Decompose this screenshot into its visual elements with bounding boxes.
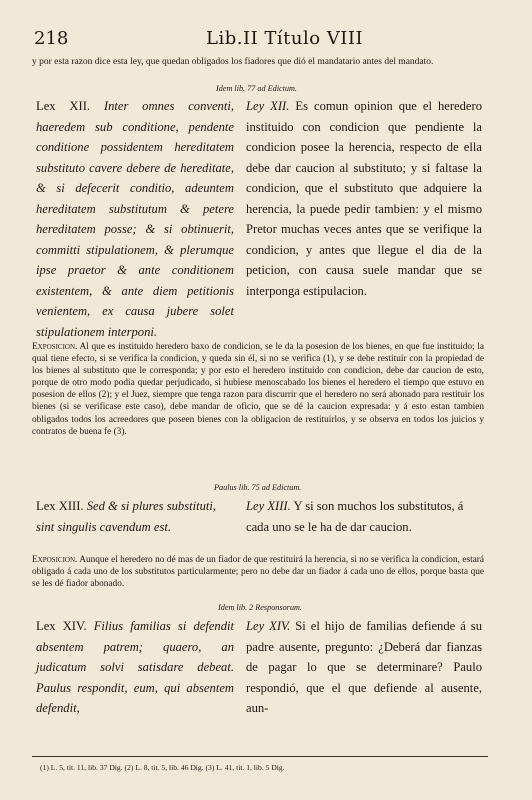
citation-paulus-75: Paulus lib. 75 ad Edictum. bbox=[214, 483, 302, 492]
law-14-spanish-label: Ley XIV. bbox=[246, 619, 291, 633]
exposition-1 bbox=[32, 341, 484, 438]
law-12-spanish-label: Ley XII. bbox=[246, 99, 290, 113]
exposition-1-label: Exposicion. bbox=[32, 342, 78, 352]
footnotes: (1) L. 5, tit. 11, lib. 37 Dig. (2) L. 8, tit. 5, lib. 46 Dig. (3) L. 41, tit. 1, lib. 5 Dig. bbox=[40, 763, 285, 772]
page-header bbox=[28, 28, 508, 54]
exposition-1-text: Al que es instituido heredero baxo de condicion, se le da la posesion de los bienes, en que fue instituido; la qual tiene efecto, si se verifica la condicion, y queda sin él, si no se verifica (1), y se debe restituir con la propiedad de los bienes al substituto que le corresponda; y por esto el heredero instituido con condicion, debe dar caucion de esto, porque de otro modo podia quedar perjudicado, si hubiese menoscabado los bienes el heredero el tiempo que estuvo en posesion de ellos (2); y el Juez, siempre que tenga razon para discurrir que el heredero no será abonado para restituir los bienes (si se verificase este caso), debe mandar de oficio, que se dé la caucion expresada: y á esto estan tambien obligados todos los acreedores que poseen bienes con la obligacion de restituirlos, y se observa en todos los juicios y contratos de buena fe (3). bbox=[32, 342, 484, 437]
law-13-latin-label: Lex XIII. bbox=[36, 499, 84, 513]
running-title: Lib.II Título VIII bbox=[206, 28, 364, 49]
exposition-2-text: Aunque el heredero no dé mas de un fiador de que restituirá la herencia, si no se verifica la condicion, estará obligado á cada uno de los substitutos particularmente; pero no debe dar un fiador á cada uno de ellos, porque basta que se les dé fiador abonado. bbox=[32, 555, 484, 590]
law-13-spanish-text: Y si son muchos los substitutos, á cada uno se le ha de dar caucion. bbox=[246, 499, 464, 534]
law-13-latin bbox=[36, 496, 234, 537]
law-12-spanish bbox=[246, 96, 482, 301]
law-12-latin-text: Inter omnes conventi, haeredem sub conditione, pendente conditione possidentem hereditatem substituto cavere debere de hereditate, & si defecerit conditio, adeuntem hereditatem substitutum & petere hereditatem posse; & si obtinuerit, committi stipulationem, & plerumque ipse praetor & ante conditionem existentem, & ante diem petitionis venientem, ex causa jubere solet stipulationem interponi. bbox=[36, 99, 234, 339]
law-12-latin bbox=[36, 96, 234, 342]
page-number: 218 bbox=[34, 28, 69, 49]
law-13-spanish-label: Ley XIII. bbox=[246, 499, 291, 513]
law-14-latin bbox=[36, 616, 234, 719]
law-14-spanish-text: Si el hijo de familias defiende á su padre ausente, pregunto: ¿Deberá dar fianzas de pagar lo que se determinare? Paulo respondió, que el que defiende al ausente, aun- bbox=[246, 619, 482, 715]
law-14-latin-text: Filius familias si defendit absentem patrem; quaero, an judicatum solvi satisdare debeat. Paulus respondit, eum, qui absentem defendit, bbox=[36, 619, 235, 715]
law-13-spanish bbox=[246, 496, 482, 537]
footnote-divider bbox=[32, 756, 488, 757]
law-12-spanish-text: Es comun opinion que el heredero instituido con condicion que pendiente la condicion posee la herencia, respecto de ella debe dar caucion al substituto; y si faltase la condicion, que el substituto que adquiere la herencia, la puede pedir tambien: y el mismo Pretor muchas veces antes que se verifique la condicion, y antes que llegue el dia de la peticion, con causa suele mandar que se interponga estipulacion. bbox=[246, 99, 483, 298]
exposition-2-label: Exposicion. bbox=[32, 555, 78, 565]
citation-idem-responsorum: Idem lib. 2 Responsorum. bbox=[218, 603, 302, 612]
law-14-spanish bbox=[246, 616, 482, 719]
intro-text: y por esta razon dice esta ley, que quedan obligados los fiadores que dió el mandatario antes del mandato. bbox=[32, 57, 434, 67]
exposition-2 bbox=[32, 554, 484, 590]
citation-paulus-77: Idem lib. 77 ad Edictum. bbox=[216, 84, 297, 93]
law-12-latin-label: Lex XII. bbox=[36, 99, 91, 113]
law-13-latin-text: Sed & si plures substituti, sint singulis cavendum est. bbox=[36, 499, 217, 534]
law-14-latin-label: Lex XIV. bbox=[36, 619, 87, 633]
